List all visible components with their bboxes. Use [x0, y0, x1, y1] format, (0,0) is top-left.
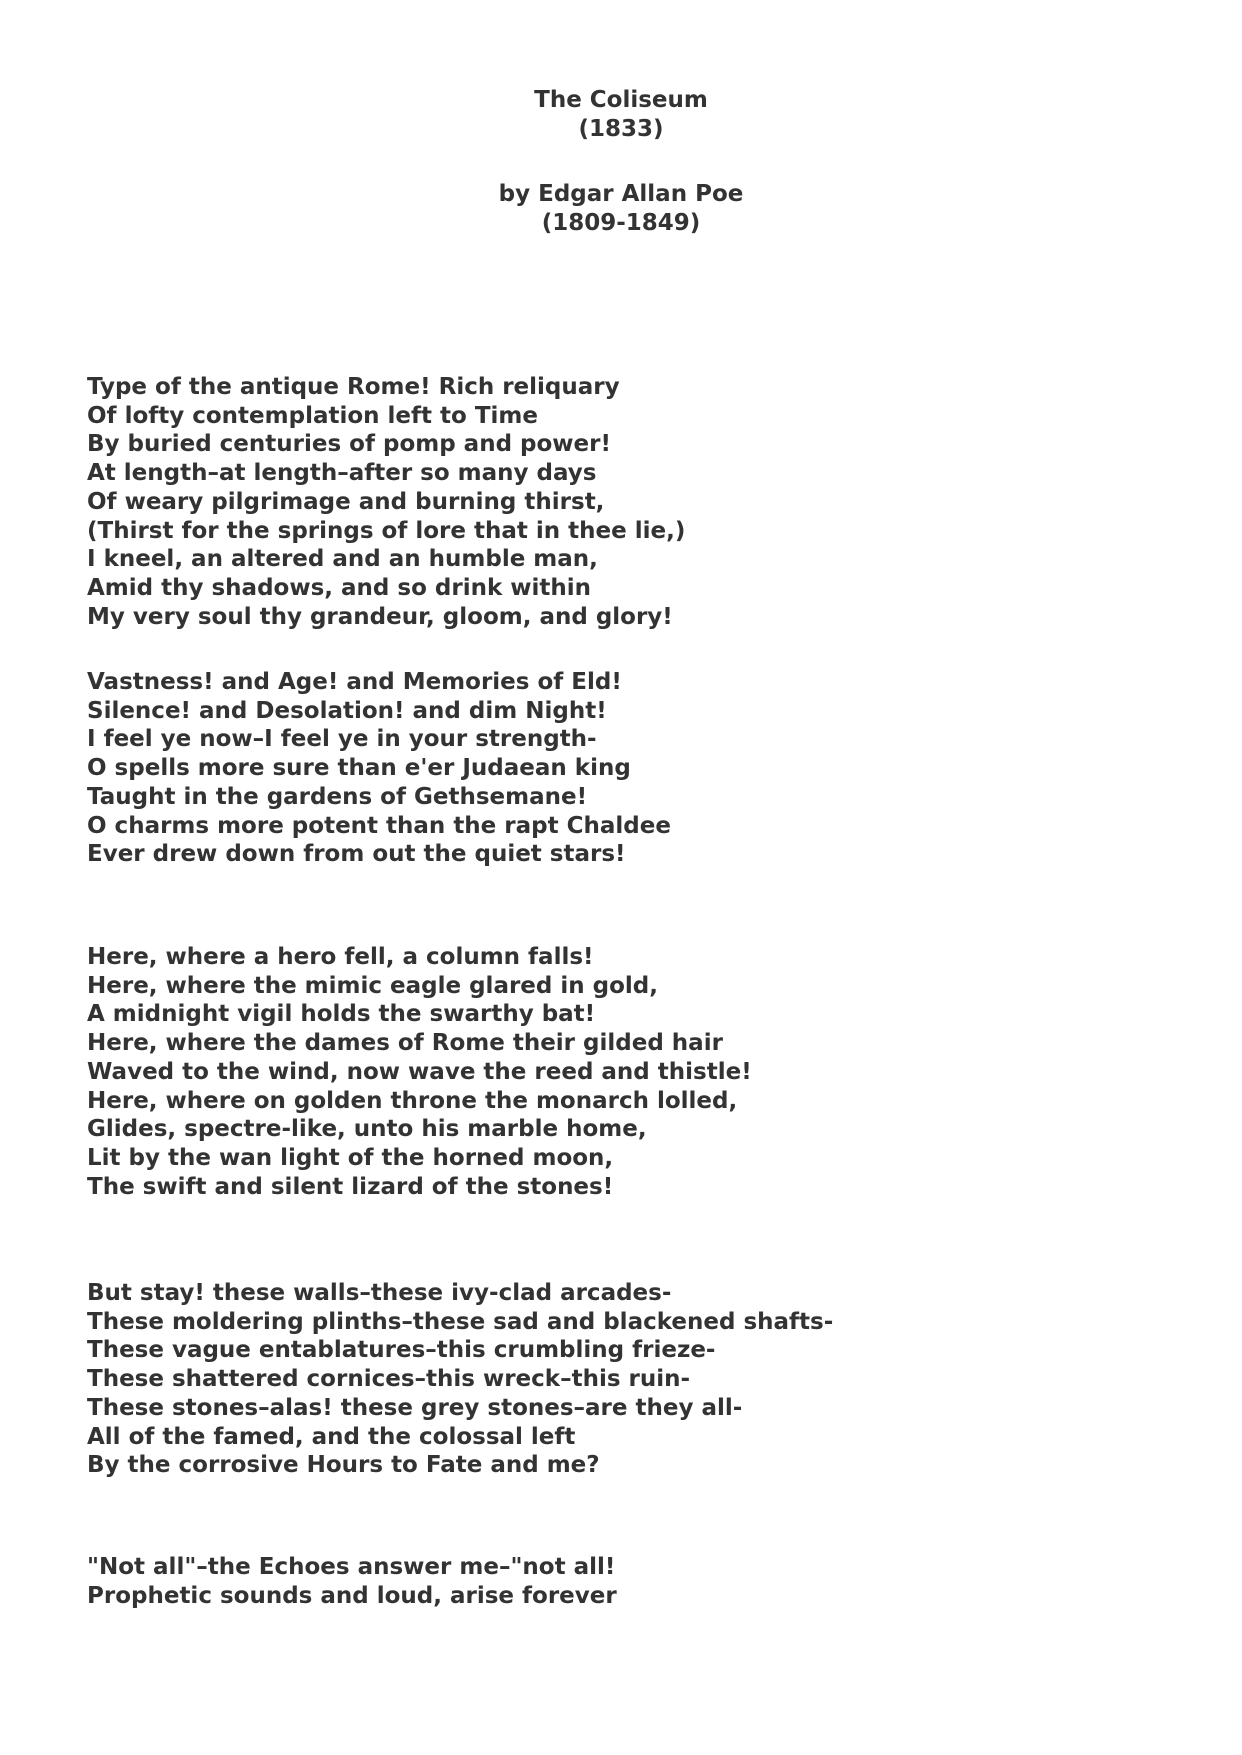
poem-line: These moldering plinths–these sad and blackened shafts- [87, 1308, 834, 1335]
author-block [0, 180, 1242, 238]
stanza-5 [87, 1553, 617, 1610]
poem-line: O charms more potent than the rapt Chaldee [87, 812, 671, 839]
poem-line: Of lofty contemplation left to Time [87, 402, 538, 429]
poem-author: by Edgar Allan Poe [498, 181, 744, 207]
poem-line: Silence! and Desolation! and dim Night! [87, 697, 607, 724]
poem-line: Here, where a hero fell, a column falls! [87, 944, 594, 970]
poem-line: But stay! these walls–these ivy-clad arcades- [87, 1280, 672, 1306]
poem-line: Taught in the gardens of Gethsemane! [87, 783, 588, 810]
title-block [0, 86, 1242, 144]
poem-line: Ever drew down from out the quiet stars! [87, 841, 626, 868]
poem-line: Prophetic sounds and loud, arise forever [87, 1582, 617, 1609]
poem-line: The swift and silent lizard of the stones! [87, 1173, 614, 1200]
poem-line: A midnight vigil holds the swarthy bat! [87, 1001, 596, 1028]
poem-line: I kneel, an altered and an humble man, [87, 546, 598, 573]
poem-line: At length–at length–after so many days [87, 460, 597, 487]
poem-line: Lit by the wan light of the horned moon, [87, 1144, 614, 1171]
poem-line: Here, where the mimic eagle glared in gold, [87, 972, 658, 999]
poem-line: (Thirst for the springs of lore that in thee lie,) [87, 517, 686, 544]
author-lifespan: (1809-1849) [541, 210, 701, 236]
stanza-3 [87, 943, 752, 1201]
poem-line: All of the famed, and the colossal left [87, 1423, 576, 1450]
poem-line: Here, where the dames of Rome their gilded hair [87, 1030, 723, 1057]
poem-line: Glides, spectre-like, unto his marble home, [87, 1116, 647, 1143]
stanza-1 [87, 373, 685, 631]
poem-title: The Coliseum [534, 87, 708, 113]
poem-line: These stones–alas! these grey stones–are they all- [87, 1394, 743, 1421]
poem-line: "Not all"–the Echoes answer me–"not all! [87, 1554, 616, 1580]
poem-line: O spells more sure than e'er Judaean king [87, 755, 631, 782]
poem-line: Type of the antique Rome! Rich reliquary [87, 374, 620, 400]
poem-line: My very soul thy grandeur, gloom, and glory! [87, 603, 673, 630]
poem-line: Vastness! and Age! and Memories of Eld! [87, 669, 622, 695]
poem-line: Amid thy shadows, and so drink within [87, 574, 592, 601]
poem-line: Waved to the wind, now wave the reed and thistle! [87, 1058, 752, 1085]
poem-line: These shattered cornices–this wreck–this ruin- [87, 1366, 691, 1393]
stanza-2 [87, 668, 671, 869]
poem-line: By buried centuries of pomp and power! [87, 431, 611, 458]
poem-line: I feel ye now–I feel ye in your strength- [87, 726, 597, 753]
poem-line: Of weary pilgrimage and burning thirst, [87, 488, 605, 515]
poem-line: Here, where on golden throne the monarch lolled, [87, 1087, 738, 1114]
stanza-4 [87, 1279, 833, 1480]
poem-year: (1833) [578, 116, 664, 142]
poem-line: By the corrosive Hours to Fate and me? [87, 1452, 600, 1479]
poem-line: These vague entablatures–this crumbling frieze- [87, 1337, 716, 1364]
